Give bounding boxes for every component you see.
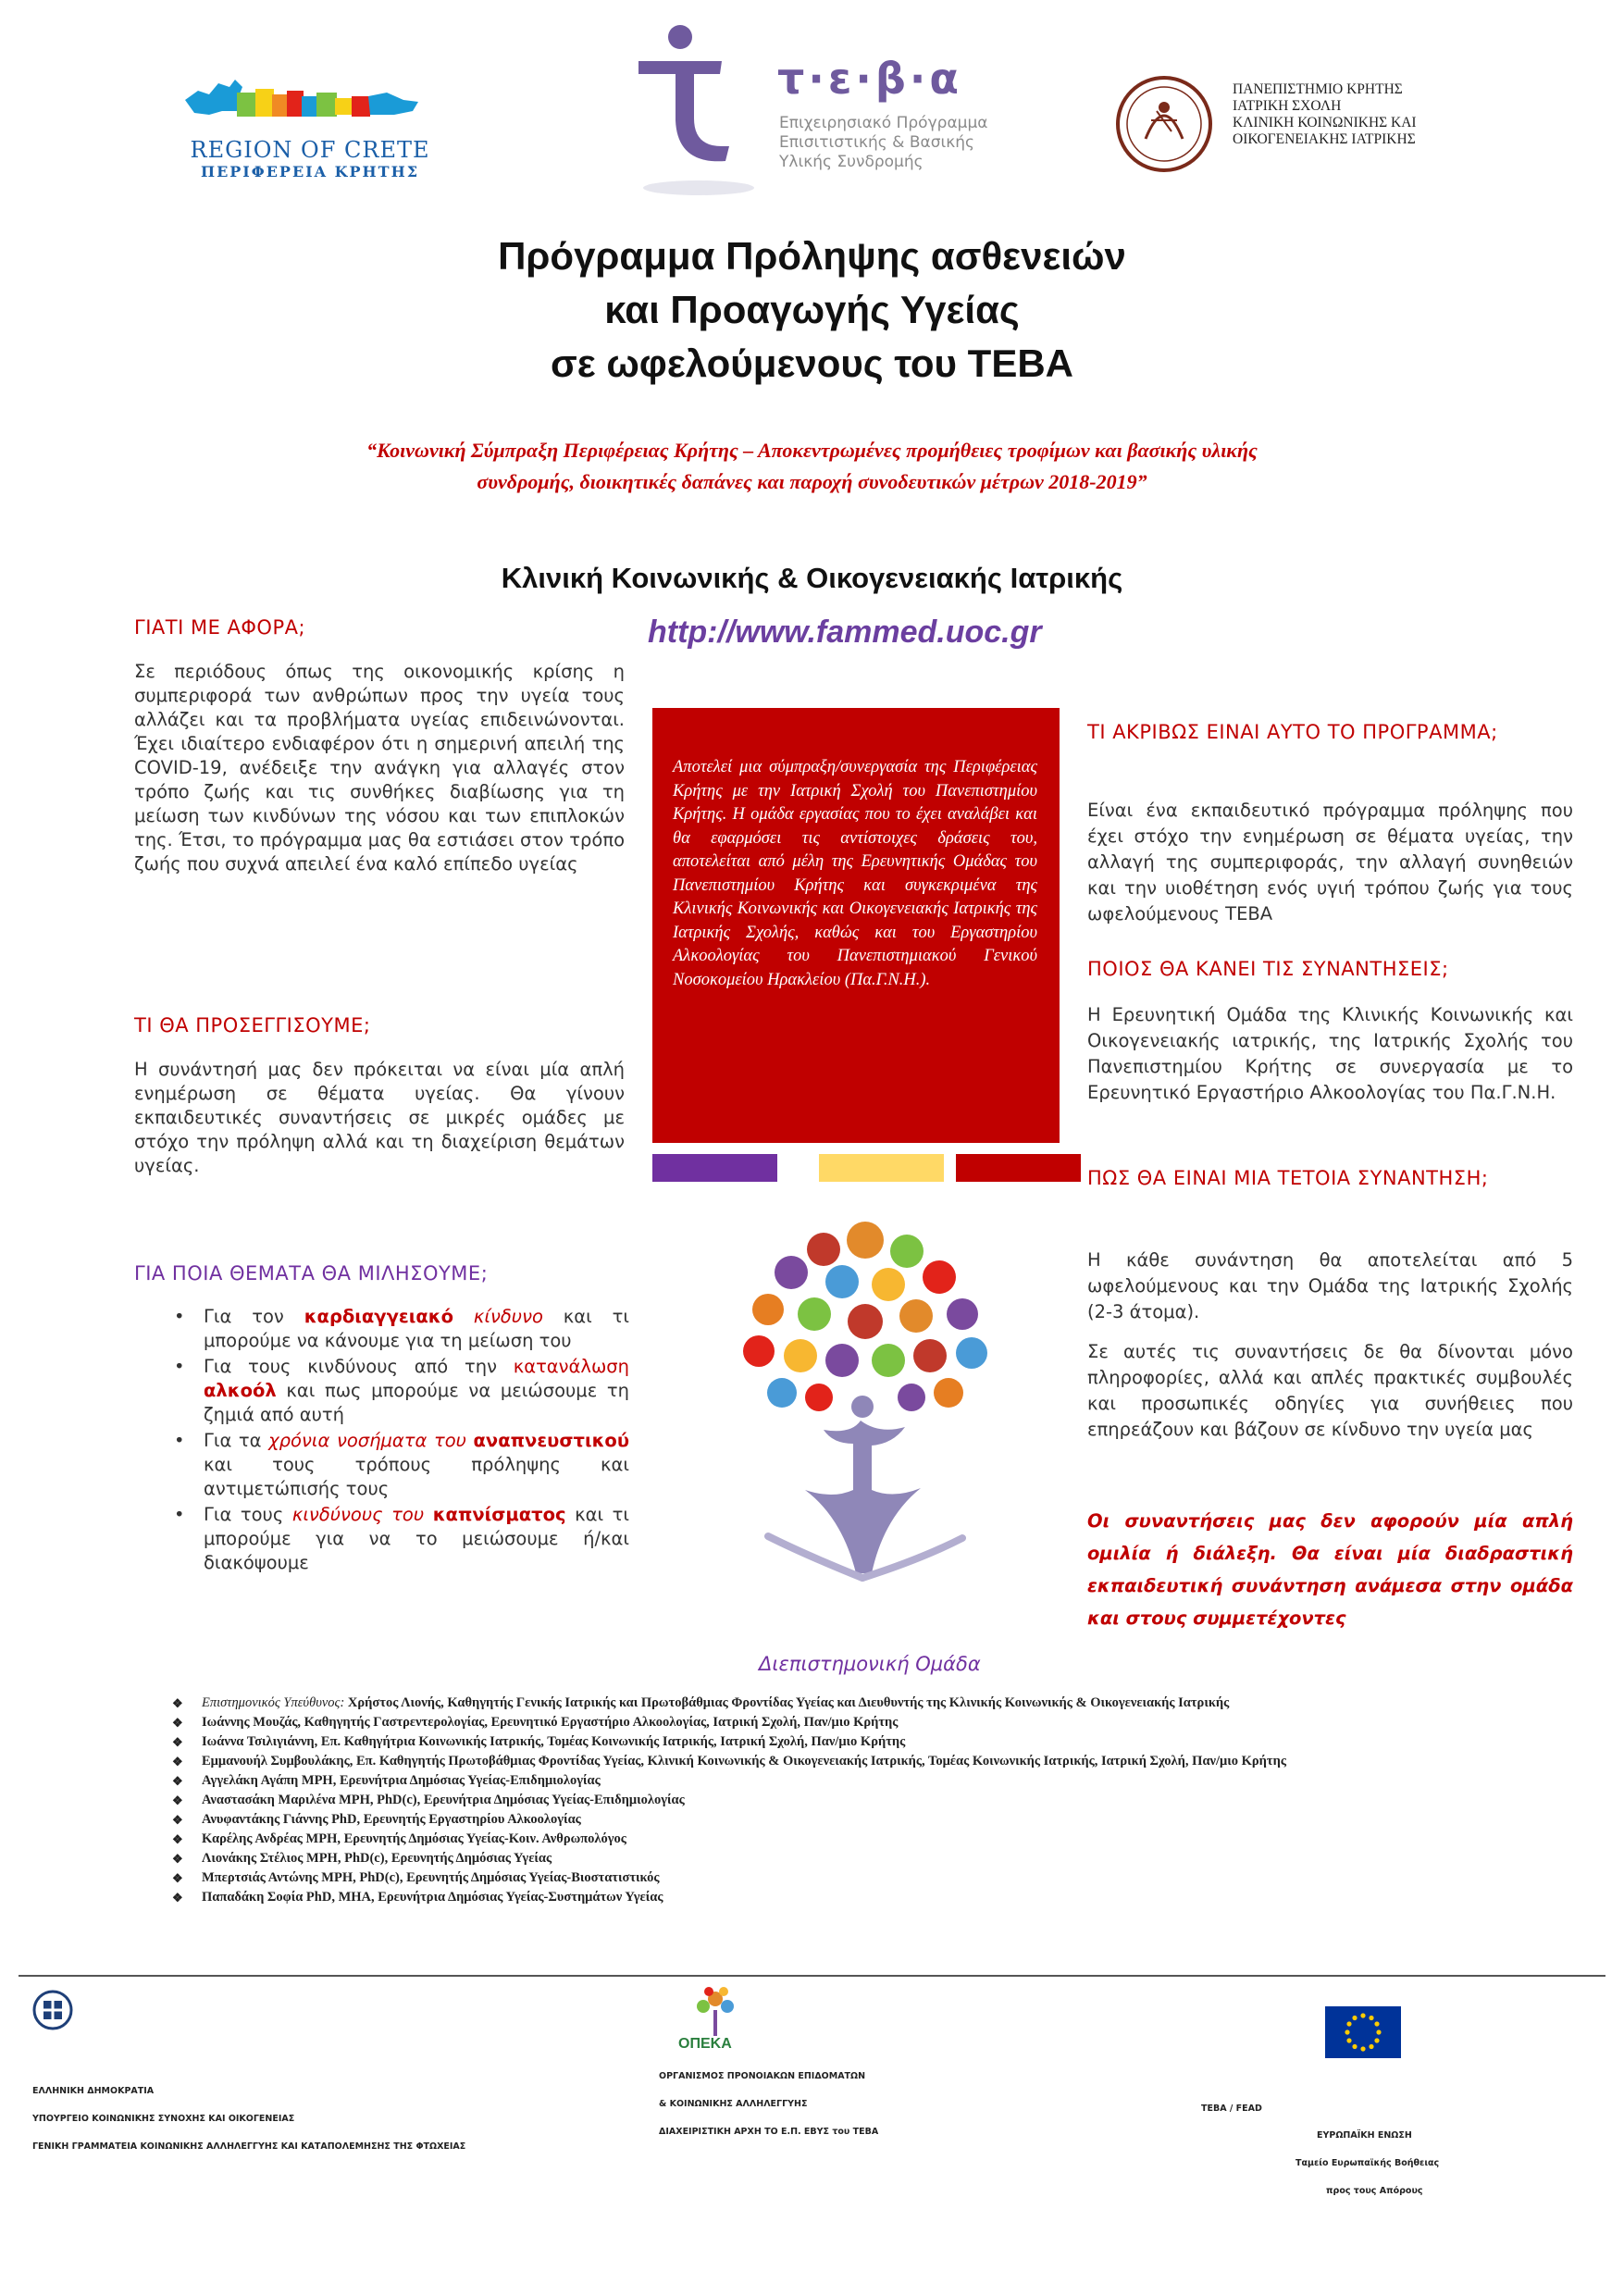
main-title-line1: Πρόγραμμα Πρόληψης ασθενειών bbox=[498, 234, 1126, 278]
yellow-bar bbox=[819, 1154, 944, 1182]
opeka-logo-text: ΟΠΕΚΑ bbox=[678, 2036, 732, 2052]
topic-item: • Για τον καρδιαγγειακό κίνδυνο και τι μπορούμε να κάνουμε για τη μείωση του bbox=[174, 1306, 629, 1351]
teva-subtitle-line3: Υλικής Συνδρομής bbox=[779, 153, 924, 171]
who-heading: ΠΟΙΟΣ ΘΑ ΚΑΝΕΙ ΤΙΣ ΣΥΝΑΝΤΗΣΕΙΣ; bbox=[1087, 958, 1449, 980]
why-heading: ΓΙΑΤΙ ΜΕ ΑΦΟΡΑ; bbox=[134, 616, 306, 639]
topic-item: • Για τους κινδύνους από την κατανάλωση αλκοόλ και πως μπορούμε να μειώσουμε τη ζημιά από αυτή bbox=[174, 1356, 629, 1425]
university-of-crete-logo bbox=[1110, 74, 1462, 185]
red-bar bbox=[956, 1154, 1081, 1182]
eu-flag-icon bbox=[1325, 2006, 1401, 2058]
eu-line2: Ταμείο Ευρωπαϊκής Βοήθειας bbox=[1295, 2158, 1440, 2168]
approach-text: Η συνάντησή μας δεν πρόκειται να είναι μία απλή ενημέρωση σε θέματα υγείας. Θα γίνουν εκπαιδευτικές συναντήσεις σε μικρές ομάδες με στόχο την πρόληψη αλλά και τη διαχείριση θεμάτων υγείας. bbox=[134, 1059, 625, 1176]
why-text: Σε περιόδους όπως της οικονομικής κρίσης η συμπεριφορά των ανθρώπων προς την υγεία τους αλλάζει και τα προβλήματα υγείας επιδεινώνονται. Έχει ιδιαίτερο ενδιαφέρον ότι η σημερινή απειλή της COVID-19, ανέδειξε την ανάγκη για αλλαγές στον τρόπο ζωής και τις συνθήκες διαβίωσης για τη μείωση των κινδύνων της νόσου και των επιπλοκών της. Έτσι, το πρόγραμμα μας θα εστιάσει στον τρόπο ζωής που συχνά απειλεί ένα καλό επίπεδο υγείας bbox=[134, 661, 625, 875]
partnership-box bbox=[652, 708, 1060, 1143]
team-member: ❖ Αγγελάκη Αγάπη MPH, Ερευνήτρια Δημόσιας Υγείας-Επιδημιολογίας bbox=[167, 1771, 1444, 1791]
bullet-icon: • bbox=[174, 1504, 185, 1525]
teva-subtitle bbox=[779, 114, 987, 172]
team-title: Διεπιστημονική Ομάδα bbox=[759, 1653, 981, 1675]
bullet-icon: • bbox=[174, 1356, 185, 1377]
team-member: ❖ Παπαδάκη Σοφία PhD, MHA, Ερευνήτρια Δημόσιας Υγείας-Συστημάτων Υγείας bbox=[167, 1888, 1444, 1907]
gov-line1: ΕΛΛΗΝΙΚΗ ΔΗΜΟΚΡΑΤΙΑ bbox=[32, 2086, 155, 2096]
team-list bbox=[167, 1694, 1444, 1907]
teva-subtitle-line1: Επιχειρησιακό Πρόγραμμα bbox=[779, 114, 988, 132]
program-subtitle bbox=[185, 435, 1439, 498]
university-seal-icon bbox=[1110, 74, 1221, 176]
clinic-title: Κλινική Κοινωνικής & Οικογενειακής Ιατρικής bbox=[501, 562, 1123, 594]
diamond-bullet-icon: ❖ bbox=[172, 1755, 183, 1769]
who-text: Η Ερευνητική Ομάδα της Κλινικής Κοινωνικής και Οικογενειακής ιατρικής, της Ιατρικής Σχολής του Πανεπιστημίου Κρήτης σε συνεργασία με το Ερευνητικό Εργαστήριο Αλκοολογίας του Πα.Γ.Ν.Η. bbox=[1087, 1004, 1573, 1103]
diamond-bullet-icon: ❖ bbox=[172, 1774, 183, 1788]
eu-line3: προς τους Απόρους bbox=[1326, 2186, 1423, 2196]
diamond-bullet-icon: ❖ bbox=[172, 1852, 183, 1866]
gov-line3: ΓΕΝΙΚΗ ΓΡΑΜΜΑΤΕΙΑ ΚΟΙΝΩΝΙΚΗΣ ΑΛΛΗΛΕΓΓΥΗΣ ΚΑΙ ΚΑΤΑΠΟΛΕΜΗΣΗΣ ΤΗΣ ΦΤΩΧΕΙΑΣ bbox=[32, 2141, 466, 2152]
website-link[interactable]: http://www.fammed.uoc.gr bbox=[648, 614, 1042, 650]
diamond-bullet-icon: ❖ bbox=[172, 1793, 183, 1807]
diamond-bullet-icon: ❖ bbox=[172, 1832, 183, 1846]
diamond-bullet-icon: ❖ bbox=[172, 1871, 183, 1885]
teva-figure-icon bbox=[629, 17, 768, 202]
teva-logo bbox=[629, 17, 1018, 202]
diamond-bullet-icon: ❖ bbox=[172, 1813, 183, 1827]
team-member: ❖ Εμμανουήλ Συμβουλάκης, Επ. Καθηγητής Πρωτοβάθμιας Φροντίδας Υγείας, Κλινική Κοινωνικής & Οικογενειακής Ιατρικής, Τομέας Κοινωνικής Ιατρικής, Ιατρική Σχολή, Παν/μιο Κρήτης bbox=[167, 1752, 1444, 1771]
diamond-bullet-icon: ❖ bbox=[172, 1891, 183, 1905]
team-member: ❖ Αναστασάκη Μαριλένα MPH, PhD(c), Ερευνήτρια Δημόσιας Υγείας-Επιδημιολογίας bbox=[167, 1791, 1444, 1810]
closing-statement: Οι συναντήσεις μας δεν αφορούν μία απλή ομιλία ή διάλεξη. Θα είναι μία διαδραστική εκπαιδευτική συνάντηση ανάμεσα στην ομάδα και στους συμμετέχοντες bbox=[1087, 1510, 1573, 1629]
university-line1: ΠΑΝΕΠΙΣΤΗΜΙΟ ΚΡΗΤΗΣ bbox=[1233, 81, 1403, 97]
team-member: ❖ Ιωάννης Μουζάς, Καθηγητής Γαστρεντερολογίας, Ερευνητικό Εργαστήριο Αλκοολογίας, Ιατρική Σχολή, Παν/μιο Κρήτης bbox=[167, 1713, 1444, 1732]
main-title-line3: σε ωφελούμενους του ΤΕΒΑ bbox=[550, 341, 1073, 385]
team-member: ❖ Καρέλης Ανδρέας MPH, Ερευνητής Δημόσιας Υγείας-Κοιν. Ανθρωπολόγος bbox=[167, 1830, 1444, 1849]
what-heading: ΤΙ ΑΚΡΙΒΩΣ ΕΙΝΑΙ ΑΥΤΟ ΤΟ ΠΡΟΓΡΑΜΜΑ; bbox=[1087, 721, 1498, 743]
health-tree-icon bbox=[694, 1212, 1036, 1582]
diamond-bullet-icon: ❖ bbox=[172, 1696, 183, 1710]
how-text-2: Σε αυτές τις συναντήσεις δε θα δίνονται μόνο πληροφορίες, αλλά και απλές πρακτικές συμβουλές και προσωπικές οδηγίες για συνήθειες που επηρεάζουν και βάζουν σε κίνδυνο την υγεία μας bbox=[1087, 1341, 1573, 1440]
purple-bar bbox=[652, 1154, 777, 1182]
topic-item: • Για τα χρόνια νοσήματα του αναπνευστικού και τους τρόπους πρόληψης και αντιμετώπισής τους bbox=[174, 1430, 629, 1499]
main-title-line2: και Προαγωγής Υγείας bbox=[604, 288, 1020, 331]
crete-logo-line1: REGION OF CRETE bbox=[190, 137, 430, 163]
teva-wordmark: τ·ε·β·α bbox=[777, 54, 962, 104]
eu-line1: ΕΥΡΩΠΑΪΚΗ ΕΝΩΣΗ bbox=[1317, 2130, 1412, 2141]
opeka-line2: & ΚΟΙΝΩΝΙΚΗΣ ΑΛΛΗΛΕΓΓΥΗΣ bbox=[659, 2099, 808, 2109]
team-member: ❖ Ανυφαντάκης Γιάννης PhD, Ερευνητής Εργαστηρίου Αλκοολογίας bbox=[167, 1810, 1444, 1830]
university-line3: ΚΛΙΝΙΚΗ ΚΟΙΝΩΝΙΚΗΣ ΚΑΙ bbox=[1233, 115, 1417, 130]
lead-role-label: Επιστημονικός Υπεύθυνος: bbox=[202, 1695, 345, 1710]
team-member: ❖ Επιστημονικός Υπεύθυνος: Χρήστος Λιονής, Καθηγητής Γενικής Ιατρικής και Πρωτοβάθμιας Φροντίδας Υγείας και Διευθυντής της Κλινικής Κοινωνικής & Οικογενειακής Ιατρικής bbox=[167, 1694, 1444, 1713]
university-name bbox=[1233, 81, 1417, 148]
teva-subtitle-line2: Επισιτιστικής & Βασικής bbox=[779, 133, 975, 152]
opeka-line3: ΔΙΑΧΕΙΡΙΣΤΙΚΗ ΑΡΧΗ ΤΟ Ε.Π. ΕΒΥΣ του ΤΕΒΑ bbox=[659, 2127, 879, 2137]
greek-emblem-icon bbox=[32, 1990, 73, 2030]
region-of-crete-logo bbox=[176, 65, 444, 185]
bullet-icon: • bbox=[174, 1430, 185, 1451]
diamond-bullet-icon: ❖ bbox=[172, 1735, 183, 1749]
gov-line2: ΥΠΟΥΡΓΕΙΟ ΚΟΙΝΩΝΙΚΗΣ ΣΥΝΟΧΗΣ ΚΑΙ ΟΙΚΟΓΕΝΕΙΑΣ bbox=[32, 2114, 295, 2124]
team-member: ❖ Λιονάκης Στέλιος MPH, PhD(c), Ερευνητής Δημόσιας Υγείας bbox=[167, 1849, 1444, 1868]
topics-list bbox=[134, 1305, 629, 1577]
topic-item: • Για τους κινδύνους του καπνίσματος και τι μπορούμε για να το μειώσουμε ή/και διακόψουμε bbox=[174, 1504, 629, 1573]
topics-heading: ΓΙΑ ΠΟΙΑ ΘΕΜΑΤΑ ΘΑ ΜΙΛΗΣΟΥΜΕ; bbox=[134, 1262, 489, 1285]
bullet-icon: • bbox=[174, 1306, 185, 1327]
main-title bbox=[0, 230, 1624, 391]
subtitle-line1: “Κοινωνική Σύμπραξη Περιφέρειας Κρήτης – Αποκεντρωμένες προμήθειες τροφίμων και βασικής υλικής bbox=[366, 439, 1258, 462]
subtitle-line2: συνδρομής, διοικητικές δαπάνες και παροχή συνοδευτικών μέτρων 2018-2019” bbox=[477, 470, 1147, 493]
crete-island-icon bbox=[181, 74, 422, 130]
what-text: Είναι ένα εκπαιδευτικό πρόγραμμα πρόληψης που έχει στόχο την ενημέρωση σε θέματα υγείας, την αλλαγή της συμπεριφοράς, την αλλαγή συνηθειών και την υιοθέτηση ενός υγιή τρόπου ζωής για τους ωφελούμενους ΤΕΒΑ bbox=[1087, 800, 1573, 925]
teba-fead-label: ΤΕΒΑ / FEAD bbox=[1201, 2104, 1262, 2114]
crete-logo-line2: ΠΕΡΙΦΕΡΕΙΑ ΚΡΗΤΗΣ bbox=[200, 163, 420, 180]
footer-divider bbox=[19, 1975, 1605, 1977]
university-line2: ΙΑΤΡΙΚΗ ΣΧΟΛΗ bbox=[1233, 98, 1342, 114]
opeka-tree-icon bbox=[683, 1982, 748, 2038]
how-text-1: Η κάθε συνάντηση θα αποτελείται από 5 ωφελούμενους και την Ομάδα της Ιατρικής Σχολής (2-3 άτομα). bbox=[1087, 1249, 1573, 1322]
diamond-bullet-icon: ❖ bbox=[172, 1716, 183, 1730]
university-line4: ΟΙΚΟΓΕΝΕΙΑΚΗΣ ΙΑΤΡΙΚΗΣ bbox=[1233, 131, 1416, 147]
how-heading: ΠΩΣ ΘΑ ΕΙΝΑΙ ΜΙΑ ΤΕΤΟΙΑ ΣΥΝΑΝΤΗΣΗ; bbox=[1087, 1167, 1489, 1189]
opeka-line1: ΟΡΓΑΝΙΣΜΟΣ ΠΡΟΝΟΙΑΚΩΝ ΕΠΙΔΟΜΑΤΩΝ bbox=[659, 2071, 866, 2081]
team-member: ❖ Ιωάννα Τσιλιγιάννη, Επ. Καθηγήτρια Κοινωνικής Ιατρικής, Τομέας Κοινωνικής Ιατρικής, Ιατρική Σχολή, Παν/μιο Κρήτης bbox=[167, 1732, 1444, 1752]
partnership-text: Αποτελεί μια σύμπραξη/συνεργασία της Περιφέρειας Κρήτης με την Ιατρική Σχολή του Πανεπιστημίου Κρήτης. Η ομάδα εργασίας που το έχει αναλάβει και θα εφαρμόσει τις αντίστοιχες δράσεις του, αποτελείται από μέλη της Ερευνητικής Ομάδας του Πανεπιστημίου Κρήτης και συγκεκριμένα της Κλινικής Κοινωνικής και Οικογενειακής Ιατρικής της Ιατρικής Σχολής, καθώς και του Εργαστηρίου Αλκοολογίας του Πανεπιστημιακού Γενικού Νοσοκομείου Ηρακλείου (Πα.Γ.Ν.Η.). bbox=[673, 758, 1037, 989]
approach-heading: ΤΙ ΘΑ ΠΡΟΣΕΓΓΙΣΟΥΜΕ; bbox=[134, 1014, 371, 1036]
team-member: ❖ Μπερτσιάς Αντώνης MPH, PhD(c), Ερευνητής Δημόσιας Υγείας-Βιοστατιστικός bbox=[167, 1868, 1444, 1888]
